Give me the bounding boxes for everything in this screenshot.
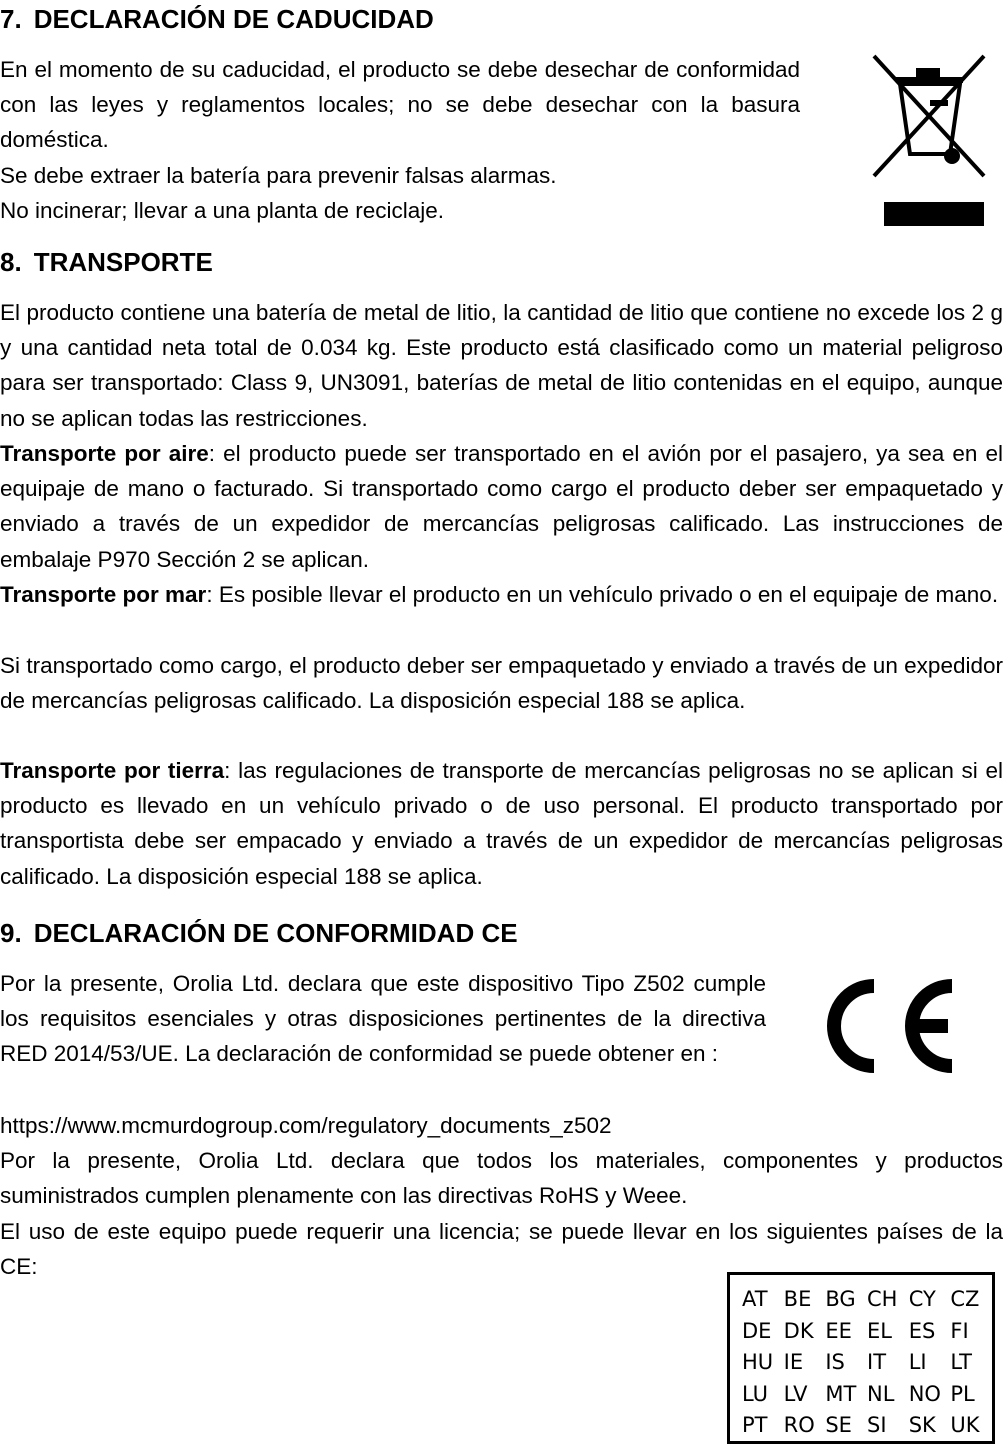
section-9-number: 9. (0, 918, 22, 948)
country-code: LV (783, 1381, 808, 1406)
country-code: LI (908, 1350, 927, 1374)
rohs-statement: Por la presente, Orolia Ltd. declara que todos los materiales, componentes y productos suministrados cumplen plenamente con las directivas RoHS y Weee. (0, 1148, 1003, 1209)
country-code: SK (908, 1413, 936, 1437)
country-code: DE (742, 1318, 772, 1343)
section-7-paragraph: En el momento de su caducidad, el producto se debe desechar de conformidad con las leyes y reglamentos locales; no se debe desechar con la basura doméstica. (0, 57, 800, 153)
country-code: RO (783, 1413, 815, 1437)
section-8-title: TRANSPORTE (33, 247, 213, 277)
transport-land-label: Transporte por tierra (0, 758, 225, 783)
country-row (742, 1284, 992, 1316)
section-7-battery-line: Se debe extraer la batería para prevenir falsas alarmas. (0, 163, 557, 188)
country-code: CZ (950, 1287, 980, 1311)
transport-sea-text: : Es posible llevar el producto en un vehículo privado o en el equipaje de mano. (206, 582, 999, 607)
section-7-recycle-line: No incinerar; llevar a una planta de reciclaje. (0, 198, 444, 223)
country-code: SI (867, 1413, 887, 1437)
section-9-title: DECLARACIÓN DE CONFORMIDAD CE (33, 918, 518, 948)
country-code: IE (783, 1350, 804, 1374)
country-code: CY (908, 1287, 936, 1311)
country-code: BG (825, 1287, 856, 1311)
section-7-number: 7. (0, 4, 22, 34)
country-code: AT (742, 1287, 768, 1311)
country-code: IT (867, 1350, 887, 1374)
transport-air-text: : el producto puede ser transportado en el avión por el pasajero, ya sea en el equipaje de mano o facturado. Si transportado como cargo el producto deber ser empaquetado y enviado a través de un expedidor de mercancías peligrosas calificado. Las instrucciones de embalaje P970 Sección 2 se aplican. (0, 441, 1003, 572)
country-code: UK (950, 1413, 980, 1437)
transport-land-text: : las regulaciones de transporte de mercancías peligrosas no se aplican si el producto es llevado en un vehículo privado o de uso personal. El producto transportado por transportista debe ser empacado y enviado a través de un expedidor de mercancías peligrosas calificado. La disposición especial 188 se aplica. (0, 758, 1003, 889)
section-8-number: 8. (0, 247, 22, 277)
country-code: HU (742, 1350, 774, 1374)
country-code: NO (908, 1381, 941, 1406)
section-8-intro: El producto contiene una batería de metal de litio, la cantidad de litio que contiene no excede los 2 g y una cantidad neta total de 0.034 kg. Este producto está clasificado como un material peligroso para ser transportado: Class 9, UN3091, baterías de metal de litio contenidas en el equipo, aunque no se aplican todas las restricciones. (0, 300, 1003, 431)
ce-declaration: Por la presente, Orolia Ltd. declara que este dispositivo Tipo Z502 cumple los requisitos esenciales y otras disposiciones pertinentes de la directiva RED 2014/53/UE. La declaración de conformidad se puede obtener en : (0, 971, 766, 1067)
weee-crossed-bin-icon (868, 52, 988, 232)
country-code: DK (783, 1318, 814, 1343)
country-code: SE (825, 1413, 852, 1437)
country-code: NL (867, 1381, 895, 1406)
country-code: EE (825, 1318, 852, 1343)
transport-air-label: Transporte por aire (0, 441, 209, 466)
country-code: MT (825, 1381, 857, 1406)
section-9-heading (0, 918, 518, 948)
transport-sea-label: Transporte por mar (0, 582, 207, 607)
country-code: CH (867, 1287, 898, 1311)
ce-mark-icon (812, 972, 962, 1080)
section-8-heading (0, 247, 213, 277)
section-7-heading (0, 4, 434, 34)
country-row (742, 1379, 992, 1411)
country-code: PT (742, 1413, 768, 1437)
country-row (742, 1347, 992, 1379)
country-code: LU (742, 1381, 769, 1406)
transport-sea-cargo: Si transportado como cargo, el producto deber ser empaquetado y enviado a través de un expedidor de mercancías peligrosas calificado. La disposición especial 188 se aplica. (0, 653, 1003, 714)
country-table (727, 1272, 995, 1444)
country-code: ES (908, 1318, 936, 1343)
country-code: LT (950, 1350, 972, 1374)
country-row (742, 1410, 992, 1442)
country-code: PL (950, 1381, 975, 1406)
license-statement: El uso de este equipo puede requerir una licencia; se puede llevar en los siguientes países de la CE: (0, 1219, 1003, 1280)
country-code: EL (867, 1318, 892, 1343)
regulatory-url[interactable]: https://www.mcmurdogroup.com/regulatory_documents_z502 (0, 1113, 612, 1138)
country-code: BE (783, 1287, 812, 1311)
country-code: FI (950, 1318, 969, 1343)
country-code: IS (825, 1350, 845, 1374)
country-row (742, 1316, 992, 1348)
transport-air-paragraph (0, 436, 1003, 577)
section-7-title: DECLARACIÓN DE CADUCIDAD (33, 4, 434, 34)
transport-sea-paragraph (0, 577, 1003, 612)
transport-land-paragraph (0, 753, 1003, 894)
